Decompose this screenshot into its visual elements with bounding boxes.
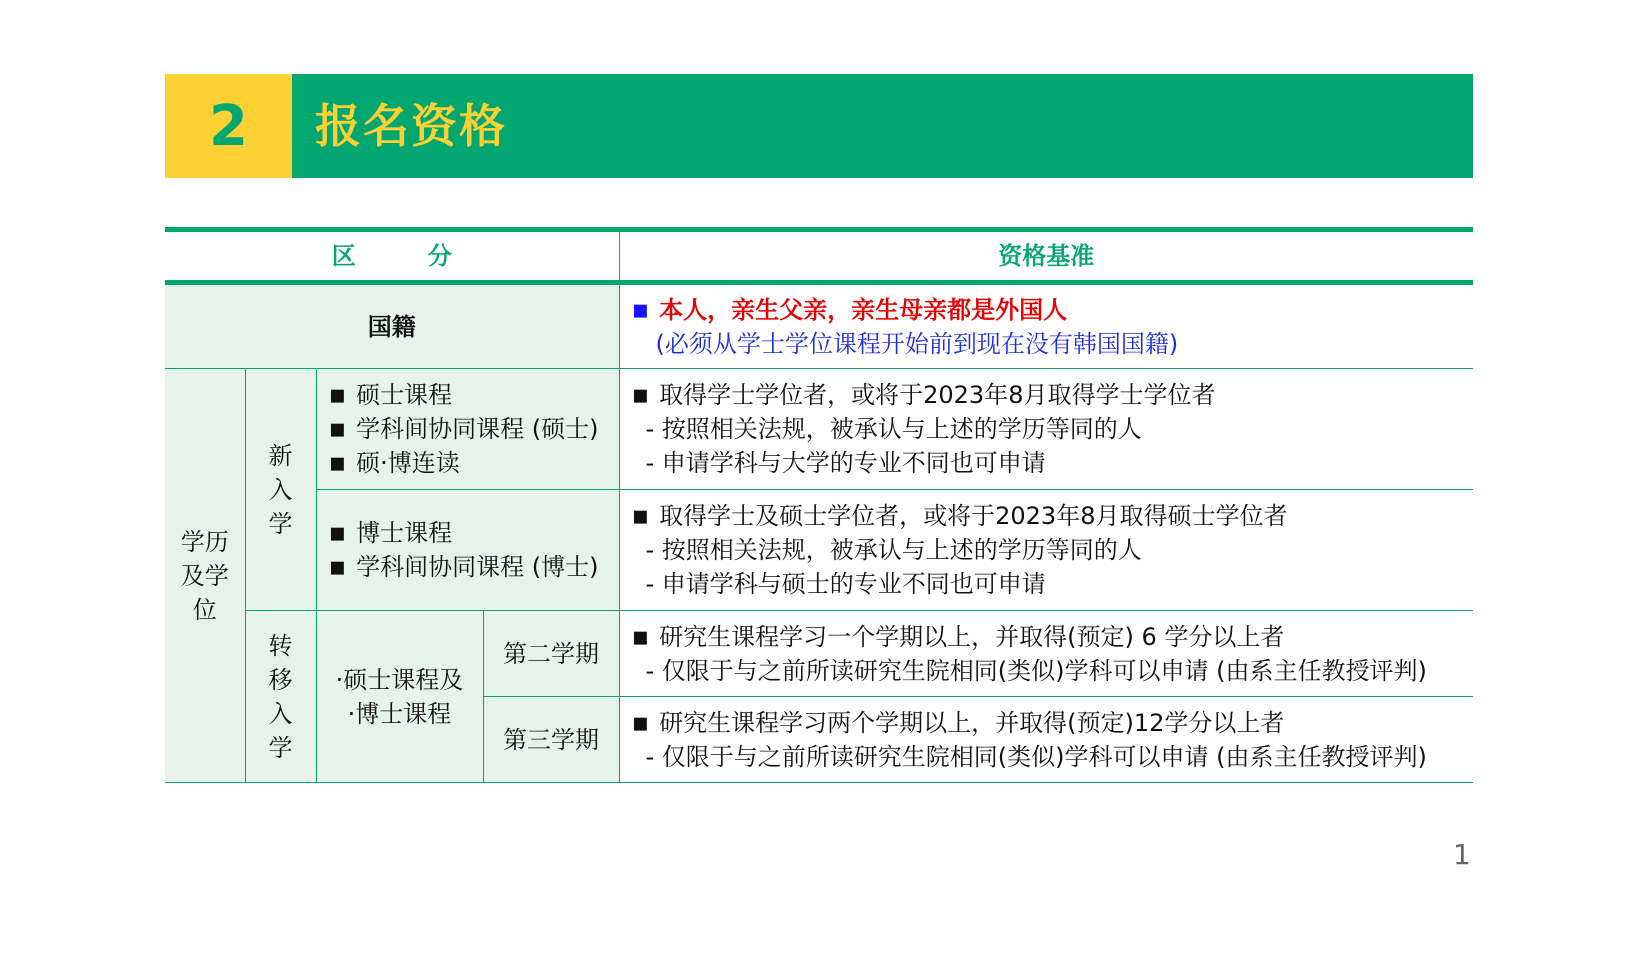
list-item: - 申请学科与硕士的专业不同也可申请 bbox=[645, 570, 1046, 598]
term-second: 第二学期 bbox=[483, 611, 619, 697]
section-number-box bbox=[165, 74, 292, 178]
list-item: ▪ 学科间协同课程 (硕士) bbox=[329, 412, 619, 446]
list-item: - 仅限于与之前所读研究生院相同(类似)学科可以申请 (由系主任教授评判) bbox=[645, 656, 1427, 685]
table-row bbox=[165, 283, 1473, 369]
doctor-programs bbox=[316, 490, 619, 611]
page-number: 1 bbox=[1453, 838, 1471, 871]
list-item: ▪ 研究生课程学习两个学期以上，并取得(预定)12学分以上者 bbox=[632, 706, 1474, 740]
list-item: ▪ 取得学士及硕士学位者，或将于2023年8月取得硕士学位者 bbox=[632, 499, 1474, 533]
section-number: 2 bbox=[209, 93, 248, 159]
table-row bbox=[165, 490, 1473, 611]
master-criteria bbox=[619, 369, 1473, 490]
list-item: ▪ 硕士课程 bbox=[329, 378, 619, 412]
table-row bbox=[165, 611, 1473, 697]
transfer-label: 转移入学 bbox=[245, 611, 316, 783]
master-programs bbox=[316, 369, 619, 490]
table-row bbox=[165, 369, 1473, 490]
list-item: ▪ 硕·博连读 bbox=[329, 446, 619, 480]
nationality-label: 国籍 bbox=[165, 283, 619, 369]
header-criteria: 资格基准 bbox=[619, 230, 1473, 283]
section-title: 报名资格 bbox=[315, 99, 507, 153]
list-item: - 按照相关法规，被承认与上述的学历等同的人 bbox=[645, 536, 1142, 564]
list-item: ▪ 研究生课程学习一个学期以上，并取得(预定) 6 学分以上者 bbox=[632, 620, 1474, 654]
doctor-criteria bbox=[619, 490, 1473, 611]
list-item: ▪ 取得学士学位者，或将于2023年8月取得学士学位者 bbox=[632, 378, 1474, 412]
nationality-line1: ▪ 本人，亲生父亲，亲生母亲都是外国人 bbox=[632, 293, 1474, 327]
list-item: - 按照相关法规，被承认与上述的学历等同的人 bbox=[645, 415, 1142, 443]
list-item: - 仅限于与之前所读研究生院相同(类似)学科可以申请 (由系主任教授评判) bbox=[645, 742, 1427, 771]
nationality-line2: (必须从学士学位课程开始前到现在没有韩国国籍) bbox=[655, 329, 1179, 358]
eligibility-table bbox=[165, 227, 1473, 783]
nationality-criteria bbox=[619, 283, 1473, 369]
second-term-criteria bbox=[619, 611, 1473, 697]
table-header-row bbox=[165, 230, 1473, 283]
transfer-programs bbox=[316, 611, 483, 783]
header-category: 区 分 bbox=[165, 230, 619, 283]
term-third: 第三学期 bbox=[483, 697, 619, 783]
list-item: ·博士课程 bbox=[347, 699, 452, 728]
section-header bbox=[165, 74, 1473, 178]
list-item: ▪ 博士课程 bbox=[329, 516, 619, 550]
list-item: - 申请学科与大学的专业不同也可申请 bbox=[645, 449, 1046, 477]
third-term-criteria bbox=[619, 697, 1473, 783]
list-item: ·硕士课程及 bbox=[335, 665, 464, 694]
degree-group-label: 学历及学位 bbox=[165, 369, 245, 783]
list-item: ▪ 学科间协同课程 (博士) bbox=[329, 550, 619, 584]
new-entry-label: 新入学 bbox=[245, 369, 316, 611]
